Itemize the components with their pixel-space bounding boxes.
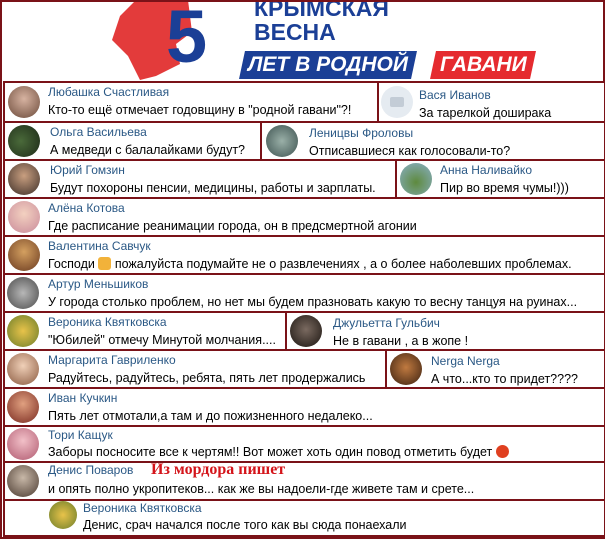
- avatar[interactable]: [8, 239, 40, 271]
- comment-text: Где расписание реанимации города, он в предсмертной агонии: [48, 219, 417, 233]
- comment-author[interactable]: Леницвы Фроловы: [309, 126, 414, 140]
- avatar[interactable]: [7, 315, 39, 347]
- comment-text: Будут похороны пенсии, медицины, работы и зарплаты.: [50, 181, 376, 195]
- comment-row: [3, 81, 605, 123]
- comment-author[interactable]: Ольга Васильева: [50, 125, 147, 139]
- comment-text: [48, 445, 509, 459]
- comment-author[interactable]: Алёна Котова: [48, 201, 125, 215]
- comment-text-part: Господи: [48, 257, 99, 271]
- comment-author[interactable]: Юрий Гомзин: [50, 163, 125, 177]
- comment-text: За тарелкой доширака: [419, 106, 552, 120]
- avatar[interactable]: [8, 125, 40, 157]
- avatar[interactable]: [7, 277, 39, 309]
- comment-author[interactable]: Джульетта Гульбич: [333, 316, 440, 330]
- comment-row: [3, 121, 605, 161]
- comment-row: [3, 197, 605, 237]
- avatar[interactable]: [266, 125, 298, 157]
- comment-author[interactable]: Валентина Савчук: [48, 239, 151, 253]
- avatar[interactable]: [8, 163, 40, 195]
- praying-hands-emoji-icon: [98, 257, 111, 270]
- comment-author[interactable]: Артур Меньшиков: [48, 277, 149, 291]
- comment-author[interactable]: Маргарита Гавриленко: [48, 353, 176, 367]
- comment-row-reply: [3, 499, 605, 537]
- comment-text: Пять лет отмотали,а там и до пожизненного недалеко...: [48, 409, 373, 423]
- comment-author[interactable]: Вероника Квятковска: [48, 315, 167, 329]
- comment-cell: [285, 313, 604, 349]
- comment-author[interactable]: Денис Поваров: [48, 463, 134, 477]
- comment-text: Отписавшиеся как голосовали-то?: [309, 144, 511, 158]
- comment-cell: [385, 351, 604, 387]
- comment-author[interactable]: Вася Иванов: [419, 88, 491, 102]
- comment-cell: [395, 161, 604, 197]
- avatar[interactable]: [290, 315, 322, 347]
- banner-title-line1: КРЫМСКАЯ: [254, 0, 389, 21]
- comment-text: А что...кто то придет????: [431, 372, 578, 386]
- comment-row: [3, 159, 605, 199]
- comment-text-part: Заборы посносите все к чертям!! Вот может хоть один повод отметить будет: [48, 445, 493, 459]
- avatar[interactable]: [390, 353, 422, 385]
- avatar[interactable]: [7, 391, 39, 423]
- comment-row: [3, 273, 605, 313]
- comment-row: [3, 349, 605, 389]
- avatar[interactable]: [8, 86, 40, 118]
- avatar[interactable]: [8, 201, 40, 233]
- comment-text: Не в гавани , а в жопе !: [333, 334, 469, 348]
- comment-author[interactable]: Анна Наливайко: [440, 163, 532, 177]
- comment-author[interactable]: Любашка Счастливая: [48, 85, 170, 99]
- comment-text: Пир во время чумы!))): [440, 181, 569, 195]
- comment-text: Радуйтесь, радуйтесь, ребята, пять лет продержались: [48, 371, 366, 385]
- banner-number: 5: [166, 0, 208, 78]
- comment-row: [3, 425, 605, 463]
- banner-title-line2: ВЕСНА: [254, 19, 336, 45]
- comment-row: [3, 461, 605, 501]
- comment-text: Денис, срач начался после того как вы сюда понаехали: [83, 518, 407, 532]
- annotation-note: Из мордора пишет: [151, 461, 286, 478]
- comment-author[interactable]: Иван Кучкин: [48, 391, 118, 405]
- avatar[interactable]: [7, 353, 39, 385]
- avatar[interactable]: [400, 163, 432, 195]
- comment-row: [3, 311, 605, 351]
- camera-placeholder-icon[interactable]: [381, 86, 413, 118]
- angry-face-emoji-icon: [496, 445, 509, 458]
- comment-text: Кто-то ещё отмечает годовщину в "родной гавани"?!: [48, 103, 352, 117]
- avatar[interactable]: [7, 465, 39, 497]
- comment-text: и опять полно укропитеков... как же вы надоели-где живете там и срете...: [48, 482, 475, 496]
- comment-author[interactable]: Тори Кащук: [48, 428, 113, 442]
- banner-pill-red: ГАВАНИ: [430, 51, 536, 79]
- comment-text-part: пожалуйста подумайте не о развлечениях , а о более наболевших проблемах.: [111, 257, 572, 271]
- avatar[interactable]: [7, 428, 39, 460]
- comment-text: [48, 257, 572, 271]
- comment-text: У города столько проблем, но нет мы будем празновать какую то весну танцуя на руинах...: [48, 295, 578, 309]
- avatar[interactable]: [49, 501, 77, 529]
- comment-row: [3, 387, 605, 427]
- comment-cell: [260, 123, 604, 159]
- comment-row: [3, 235, 605, 275]
- banner-pill-blue: ЛЕТ В РОДНОЙ: [239, 51, 417, 79]
- comment-text: "Юбилей" отмечу Минутой молчания....: [48, 333, 276, 347]
- comment-author[interactable]: Nerga Nerga: [431, 354, 500, 368]
- comment-author[interactable]: Вероника Квятковска: [83, 501, 202, 515]
- comment-text: А медведи с балалайками будут?: [50, 143, 246, 157]
- comment-cell: [377, 83, 604, 121]
